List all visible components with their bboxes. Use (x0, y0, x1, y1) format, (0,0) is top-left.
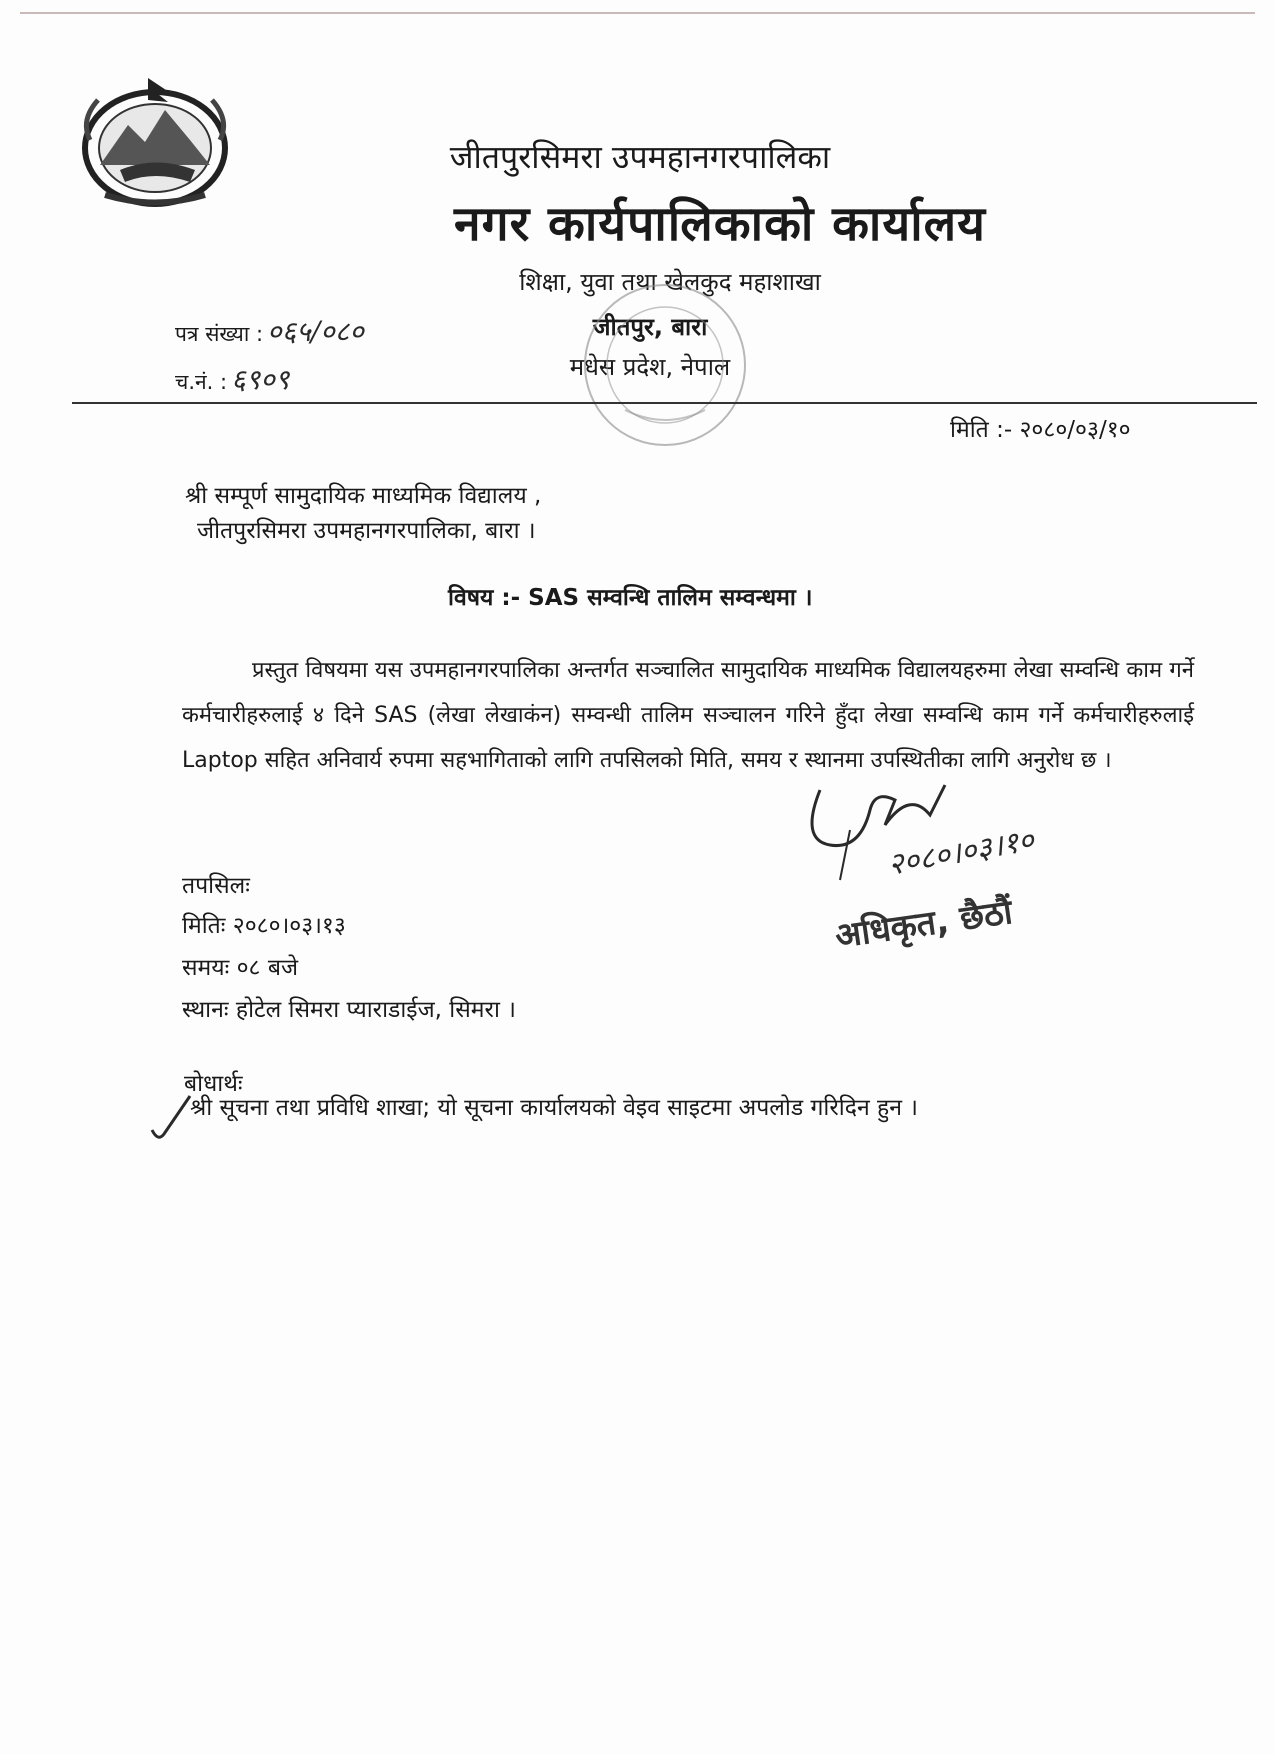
cc-line: श्री सूचना तथा प्रविधि शाखा; यो सूचना कार्यालयको वेइव साइटमा अपलोड गरिदिन हुन । (190, 1095, 919, 1121)
dispatch-number-value: ६९०९ (231, 363, 290, 396)
subject-text: SAS सम्वन्धि तालिम सम्वन्धमा । (528, 585, 813, 611)
date-label: मिति :- (950, 417, 1013, 443)
division-name: शिक्षा, युवा तथा खेलकुद महाशाखा (519, 268, 821, 296)
office-province: मधेस प्रदेश, नेपाल (569, 353, 731, 381)
signature-icon (800, 770, 1060, 900)
handwritten-date: २०८०।०३।१० (885, 822, 1037, 883)
top-edge-line (20, 12, 1255, 14)
details-heading: तपसिलः (182, 873, 250, 899)
details-time: समयः ०८ बजे (182, 955, 299, 981)
office-stamp-icon (565, 270, 765, 460)
signing-officer: अधिकृत, छैठौं (832, 892, 1015, 957)
body-paragraph: प्रस्तुत विषयमा यस उपमहानगरपालिका अन्तर्गत सञ्चालित सामुदायिक माध्यमिक विद्यालयहरुमा लेखा सम्वन्धि काम गर्ने कर्मचारीहरुलाई ४ दिने SAS (लेखा लेखाकंन) सम्वन्धी तालिम सञ्चालन गरिने हुँदा लेखा सम्वन्धि काम गर्ने कर्मचारीहरुलाई Laptop सहित अनिवार्य रुपमा सहभागिताको लागि तपसिलको मिति, समय र स्थानमा उपस्थितीका लागि अनुरोध छ । (182, 658, 1194, 773)
letter-date (950, 412, 1131, 444)
dispatch-number-label: च.नं. : (175, 370, 228, 394)
cc-heading: बोधार्थः (184, 1071, 243, 1097)
letter-number-value: ०६५/०८० (267, 315, 364, 348)
details-date: मितिः २०८०।०३।१३ (182, 913, 346, 939)
addressee-line-1: श्री सम्पूर्ण सामुदायिक माध्यमिक विद्यालय , (185, 483, 542, 509)
office-city: जीतपुर, बारा (592, 313, 708, 341)
addressee-line-2: जीतपुरसिमरा उपमहानगरपालिका, बारा । (197, 518, 536, 544)
subject-line (448, 580, 813, 612)
letter-number-label: पत्र संख्या : (175, 322, 264, 346)
subject-label: विषय :- (448, 585, 521, 611)
details-venue: स्थानः होटेल सिमरा प्याराडाईज, सिमरा । (182, 997, 516, 1023)
date-value: २०८०/०३/१० (1019, 417, 1131, 443)
letter-number (175, 312, 364, 350)
municipality-name: जीतपुरसिमरा उपमहानगरपालिका (449, 138, 831, 176)
header-divider (72, 402, 1257, 404)
dispatch-number (175, 360, 289, 398)
national-emblem-icon (70, 70, 240, 210)
office-name: नगर कार्यपालिकाको कार्यालय (453, 196, 987, 252)
